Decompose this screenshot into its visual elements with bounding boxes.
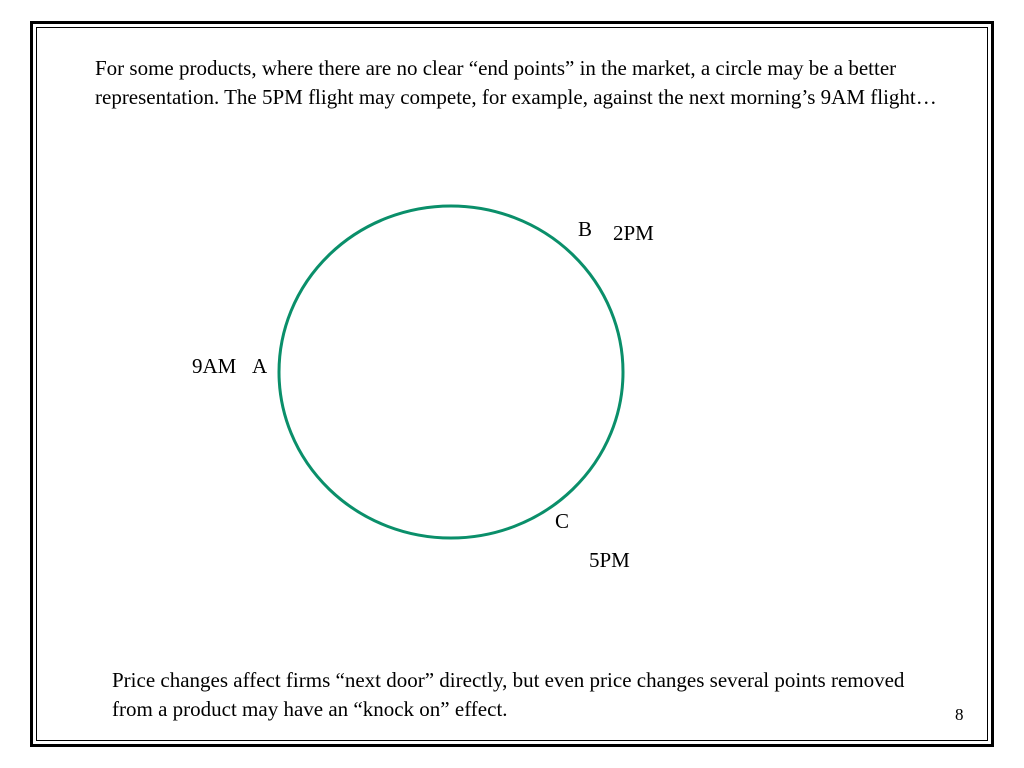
point-b-label: B — [578, 217, 593, 241]
footer-paragraph: Price changes affect firms “next door” directly, but even price changes several points removed from a product may have an “knock on” effect. — [112, 668, 905, 721]
point-a-label: A — [252, 354, 268, 378]
intro-paragraph: For some products, where there are no clear “end points” in the market, a circle may be a better representation. The 5PM flight may compete, for example, against the next morning’s 9AM flight… — [95, 56, 937, 109]
point-c-label: C — [555, 509, 570, 533]
page-number: 8 — [955, 705, 964, 724]
point-a-time-label: 9AM — [192, 354, 237, 378]
point-c-time-label: 5PM — [589, 548, 630, 572]
point-b-time-label: 2PM — [613, 221, 654, 245]
market-circle — [279, 206, 623, 538]
